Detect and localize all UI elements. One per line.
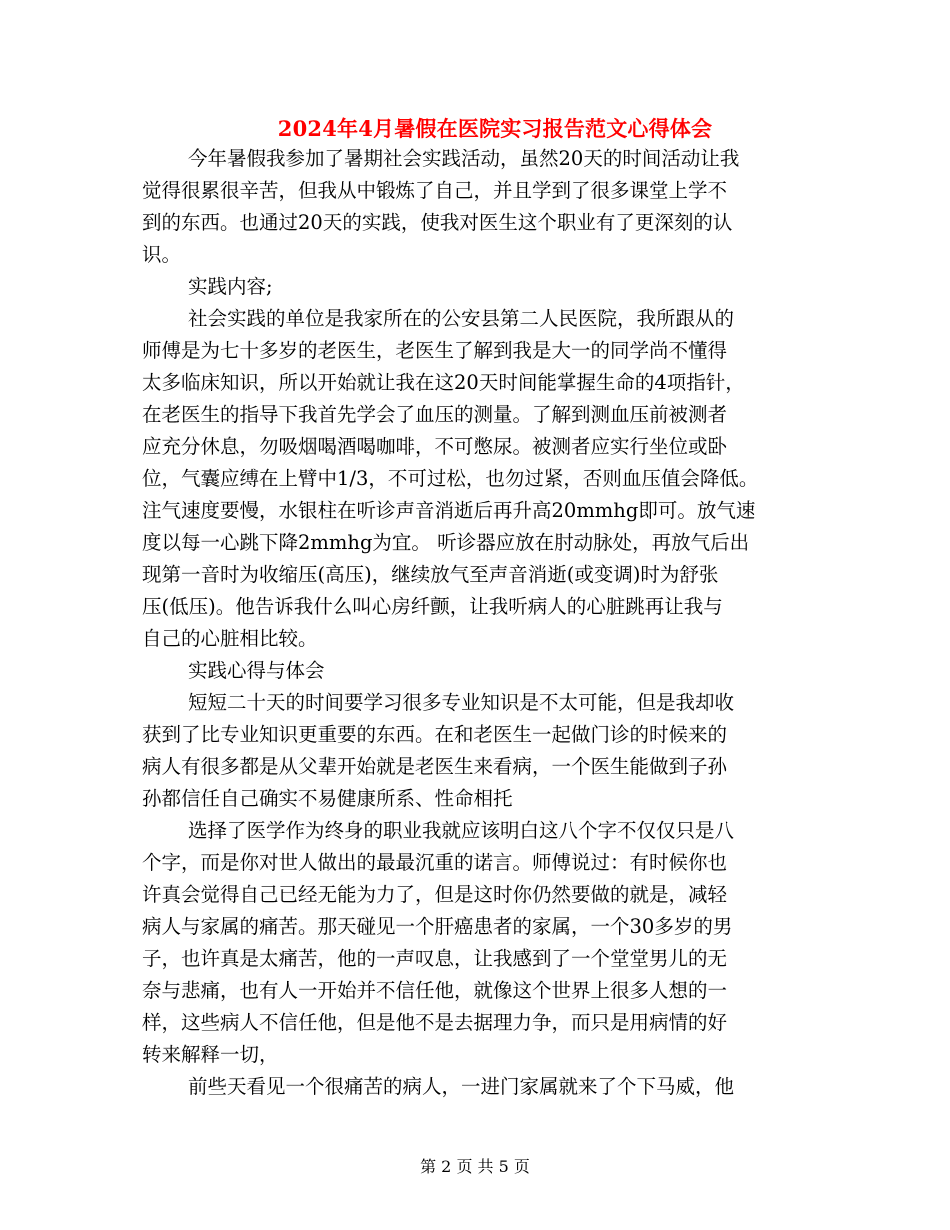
body-line: 应充分休息，勿吸烟喝酒喝咖啡，不可憋尿。被测者应实行坐位或卧	[142, 435, 728, 458]
body-line: 在老医生的指导下我首先学会了血压的测量。了解到测血压前被测者	[142, 403, 728, 426]
body-line: 太多临床知识，所以开始就让我在这20天时间能掌握生命的4项指针，	[142, 371, 745, 394]
body-line: 前些天看见一个很痛苦的病人，一进门家属就来了个下马威，他	[188, 1075, 735, 1098]
body-line: 子，也许真是太痛苦，他的一声叹息，让我感到了一个堂堂男儿的无	[142, 947, 728, 970]
body-line: 识。	[142, 243, 182, 266]
body-line: 孙都信任自己确实不易健康所系、性命相托	[142, 787, 513, 810]
body-line: 度以每一心跳下降2mmhg为宜。 听诊器应放在肘动脉处，再放气后出	[142, 531, 750, 554]
document-body	[142, 143, 822, 1103]
body-line: 实践内容;	[188, 275, 273, 298]
body-line: 师傅是为七十多岁的老医生，老医生了解到我是大一的同学尚不懂得	[142, 339, 728, 362]
body-line: 个字，而是你对世人做出的最最沉重的诺言。师傅说过：有时候你也	[142, 851, 728, 874]
body-line: 自己的心脏相比较。	[142, 627, 318, 650]
body-line: 短短二十天的时间要学习很多专业知识是不太可能，但是我却收	[188, 691, 735, 714]
body-line: 转来解释一切，	[142, 1043, 279, 1066]
document-title: 2024年4月暑假在医院实习报告范文心得体会	[277, 116, 713, 141]
body-line: 到的东西。也通过20天的实践，使我对医生这个职业有了更深刻的认	[142, 211, 733, 234]
body-line: 选择了医学作为终身的职业我就应该明白这八个字不仅仅只是八	[188, 819, 735, 842]
body-line: 病人有很多都是从父辈开始就是老医生来看病，一个医生能做到子孙	[142, 755, 728, 778]
body-line: 压(低压)。他告诉我什么叫心房纤颤，让我听病人的心脏跳再让我与	[142, 595, 723, 618]
body-line: 注气速度要慢，水银柱在听诊声音消逝后再升高20mmhg即可。放气速	[142, 499, 756, 522]
body-line: 奈与悲痛，也有人一开始并不信任他，就像这个世界上很多人想的一	[142, 979, 728, 1002]
body-line: 现第一音时为收缩压(高压)，继续放气至声音消逝(或变调)时为舒张	[142, 563, 719, 586]
body-line: 病人与家属的痛苦。那天碰见一个肝癌患者的家属，一个30多岁的男	[142, 915, 733, 938]
body-line: 觉得很累很辛苦，但我从中锻炼了自己，并且学到了很多课堂上学不	[142, 179, 728, 202]
body-line: 样，这些病人不信任他，但是他不是去据理力争，而只是用病情的好	[142, 1011, 728, 1034]
body-line: 许真会觉得自己已经无能为力了，但是这时你仍然要做的就是，减轻	[142, 883, 728, 906]
body-line: 位，气囊应缚在上臂中1/3，不可过松，也勿过紧，否则血压值会降低。	[142, 467, 759, 490]
body-line: 获到了比专业知识更重要的东西。在和老医生一起做门诊的时候来的	[142, 723, 728, 746]
body-line: 社会实践的单位是我家所在的公安县第二人民医院，我所跟从的	[188, 307, 735, 330]
page-footer: 第 2 页 共 5 页	[420, 1157, 530, 1176]
body-line: 实践心得与体会	[188, 659, 325, 682]
body-line: 今年暑假我参加了暑期社会实践活动，虽然20天的时间活动让我	[188, 147, 740, 170]
